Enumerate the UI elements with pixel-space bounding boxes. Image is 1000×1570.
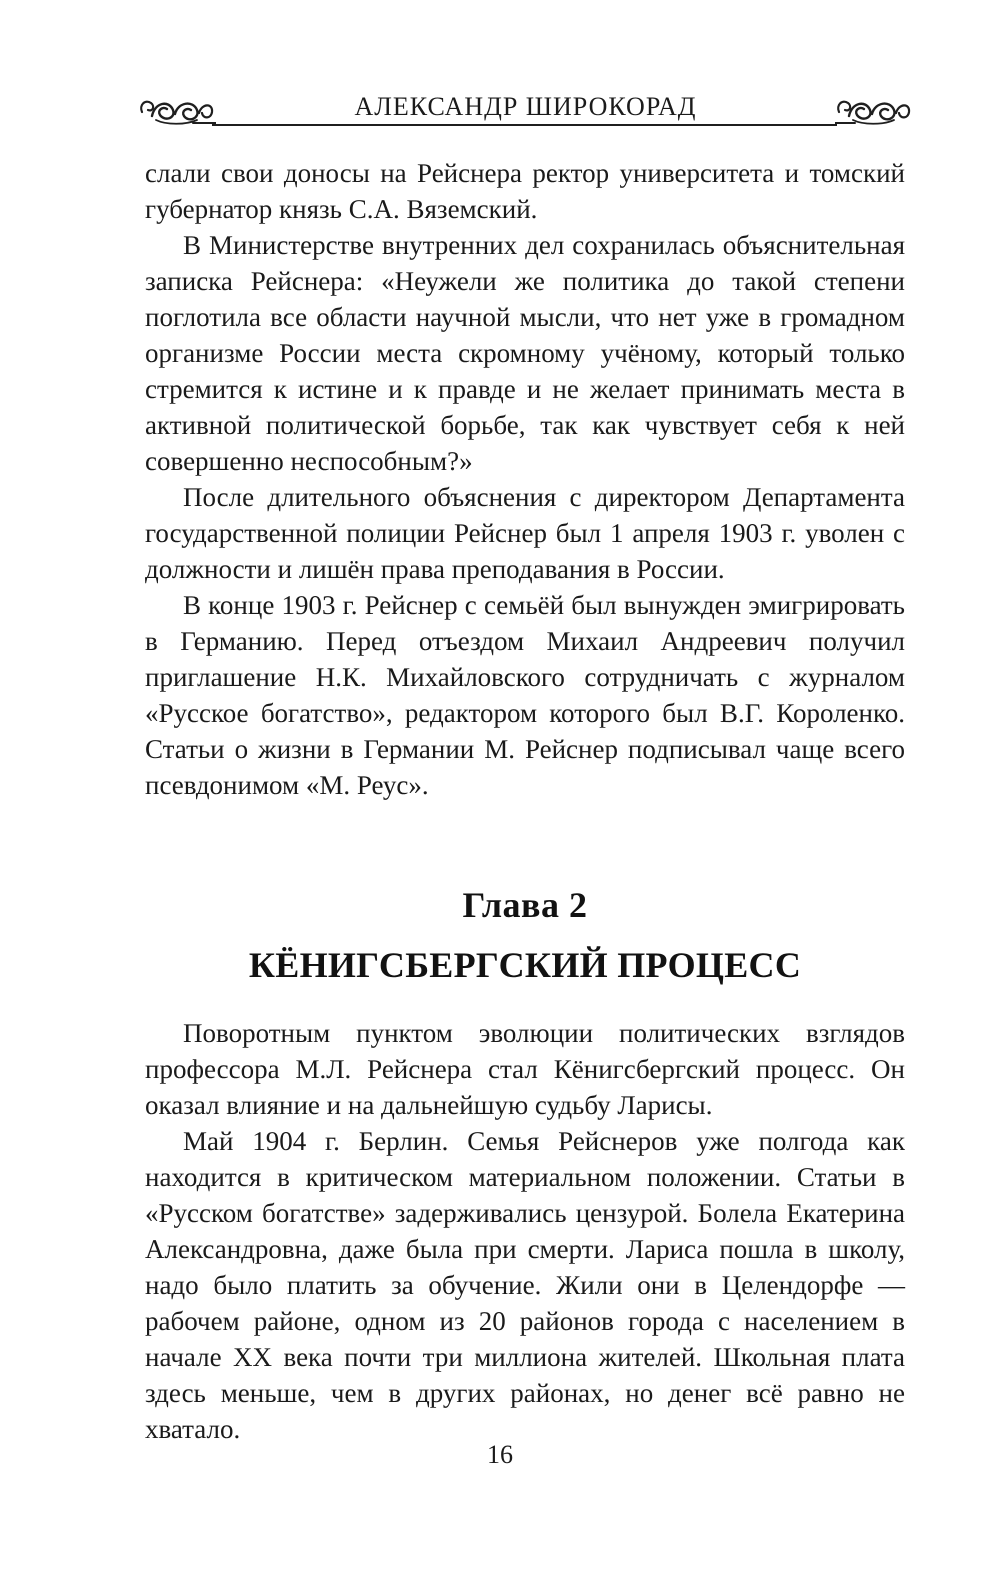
chapter-title: КЁНИГСБЕРГСКИЙ ПРОЦЕСС xyxy=(248,945,802,985)
body-paragraph-3: После длительного объяснения с директором Департамента государственной полиции Рейснер был 1 апреля 1903 г. уволен с должности и лишён права преподавания в России. xyxy=(145,482,905,584)
page-number: 16 xyxy=(487,1440,513,1469)
right-ornament-icon xyxy=(835,92,913,128)
body-paragraph-4: В конце 1903 г. Рейснер с семьёй был вынужден эмигрировать в Германию. Перед отъездом Михаил Андреевич получил приглашение Н.К. Михайловского сотрудничать с журналом «Русское богатство», редактором которого был В.Г. Короленко. Статьи о жизни в Германии М. Рейснер подписывал чаще всего псевдонимом «М. Реус». xyxy=(145,590,905,800)
body-text-after-chapter xyxy=(145,1015,905,1447)
body-text-before-chapter xyxy=(145,155,905,803)
body-paragraph-1: слали свои доносы на Рейснера ректор университета и томский губернатор князь С.А. Вяземский. xyxy=(145,158,905,224)
chapter-paragraph-2: Май 1904 г. Берлин. Семья Рейснеров уже полгода как находится в критическом материальном положении. Статьи в «Русском богатстве» задерживались цензурой. Болела Екатерина Александровна, даже была при смерти. Лариса пошла в школу, надо было платить за обучение. Жили они в Целендорфе — рабочем районе, одном из 20 районов города с населением в начале XX века почти три миллиона жителей. Школьная плата здесь меньше, чем в других районах, но денег всё равно не хватало. xyxy=(145,1126,905,1444)
chapter-label: Глава 2 xyxy=(462,885,588,925)
header-rule xyxy=(212,124,837,126)
running-header-author: АЛЕКСАНДР ШИРОКОРАД xyxy=(354,92,697,121)
body-paragraph-2: В Министерстве внутренних дел сохранилась объяснительная записка Рейснера: «Неужели же политика до такой степени поглотила все области научной мысли, что нет уже в громадном организме России места скромному учёному, который только стремится к истине и к правде и не желает принимать места в активной политической борьбе, так как чувствует себя к ней совершенно неспособным?» xyxy=(145,230,905,476)
chapter-paragraph-1: Поворотным пунктом эволюции политических взглядов профессора М.Л. Рейснера стал Кёнигсбергский процесс. Он оказал влияние и на дальнейшую судьбу Ларисы. xyxy=(145,1018,905,1120)
running-header xyxy=(138,90,913,134)
